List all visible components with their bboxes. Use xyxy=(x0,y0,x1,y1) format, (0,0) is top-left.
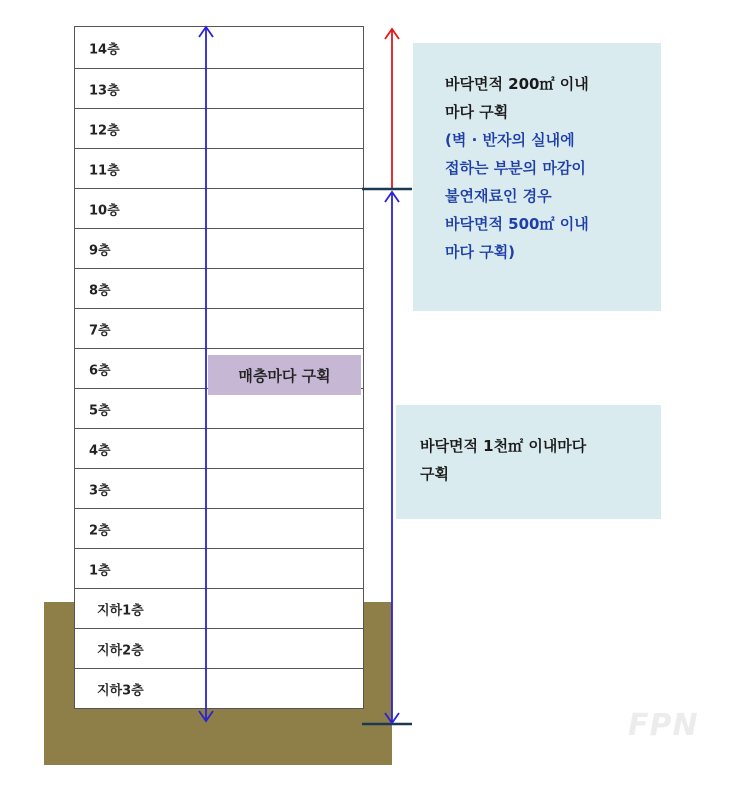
floor-label: 8층 xyxy=(89,283,111,298)
floor-label: 5층 xyxy=(89,403,111,418)
floor-label: 6층 xyxy=(89,363,111,378)
floor-label: 지하3층 xyxy=(97,683,144,698)
floor-label: 14층 xyxy=(89,42,120,57)
floor-label: 10층 xyxy=(89,203,120,218)
note-line: 구획 xyxy=(420,465,449,483)
upper-floors-note xyxy=(413,43,661,311)
note-line-exception: 접하는 부분의 마감이 xyxy=(445,159,586,177)
note-line: 바닥면적 1천㎡ 이내마다 xyxy=(420,437,587,455)
fpn-watermark-logo: FPN xyxy=(628,708,699,743)
floor-label: 13층 xyxy=(89,83,120,98)
lower-floors-note xyxy=(396,405,661,519)
floor-label: 4층 xyxy=(89,443,111,458)
note-line-exception: 불연재료인 경우 xyxy=(445,187,552,205)
floor-label: 12층 xyxy=(89,123,120,138)
floor-label: 3층 xyxy=(89,483,111,498)
floor-label: 9층 xyxy=(89,243,111,258)
floor-label: 지하2층 xyxy=(97,643,144,658)
every-floor-compartment-label: 매층마다 구획 xyxy=(208,355,361,395)
floor-label: 지하1층 xyxy=(97,603,144,618)
note-line-exception: 마다 구획) xyxy=(445,243,516,261)
floor-label: 2층 xyxy=(89,523,111,538)
note-line: 마다 구획 xyxy=(445,103,509,121)
floor-label: 1층 xyxy=(89,563,111,578)
floor-label: 11층 xyxy=(89,163,120,178)
note-line-exception: 바닥면적 500㎡ 이내 xyxy=(445,215,589,233)
note-line-exception: (벽 · 반자의 실내에 xyxy=(445,131,575,149)
floor-label: 7층 xyxy=(89,323,111,338)
note-line: 바닥면적 200㎡ 이내 xyxy=(445,75,589,93)
